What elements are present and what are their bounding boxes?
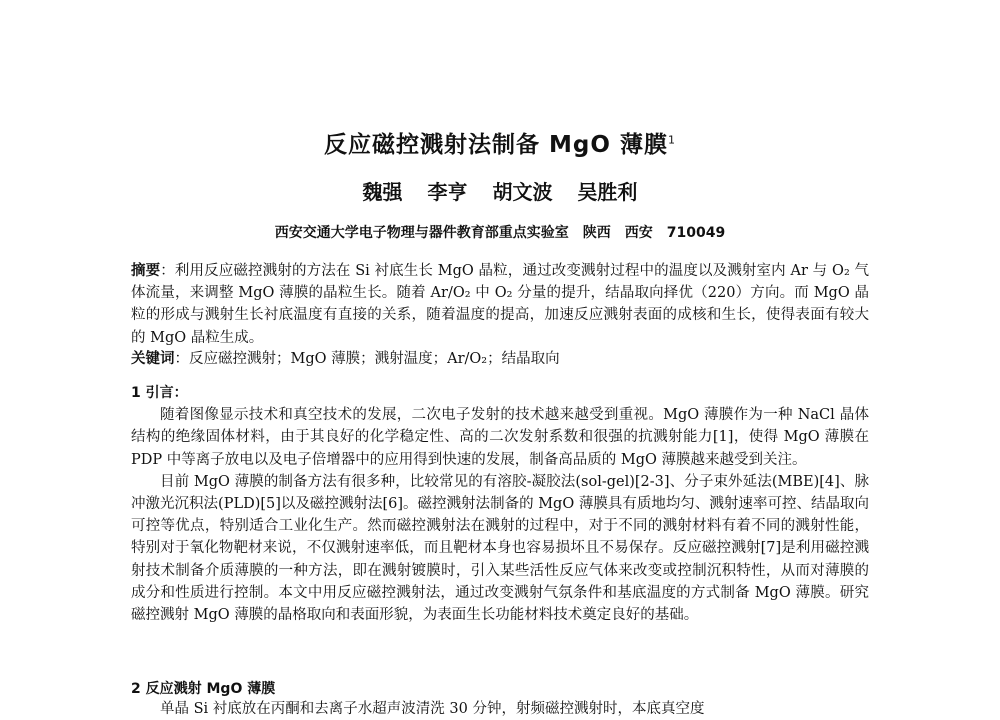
- paragraph: 单晶 Si 衬底放在丙酮和去离子水超声波清洗 30 分钟，射频磁控溅射时，本底真空度: [160, 701, 705, 717]
- paper-title: [0, 126, 1000, 159]
- section-heading: 1 引言：: [131, 385, 188, 401]
- paragraph: 随着图像显示技术和真空技术的发展，二次电子发射的技术越来越受到重视。MgO 薄膜作为一种 NaCl 晶体结构的绝缘固体材料，由于其良好的化学稳定性、高的二次发射系数和很强的抗溅射能力[1]，使得 MgO 薄膜在 PDP 中等离子放电以及电子倍增器中的应用得到快速的发展，制备高品质的 MgO 薄膜越来越受到关注。: [131, 407, 869, 468]
- abstract-label: 摘要: [131, 263, 161, 279]
- paragraph: 目前 MgO 薄膜的制备方法有很多种，比较常见的有溶胶-凝胶法(sol-gel)[2-3]、分子束外延法(MBE)[4]、脉冲激光沉积法(PLD)[5]以及磁控溅射法[6]。磁控溅射法制备的 MgO 薄膜具有质地均匀、溅射速率可控、结晶取向可控等优点，特别适合工业化生产。然而磁控溅射法在溅射的过程中，对于不同的溅射材料有着不同的溅射性能，特别对于氧化物靶材来说，不仅溅射速率低，而且靶材本身也容易损坏且不易保存。反应磁控溅射[7]是利用磁控溅射技术制备介质薄膜的一种方法，即在溅射镀膜时，引入某些活性反应气体来改变或控制沉积特性，从而对薄膜的成分和性质进行控制。本文中用反应磁控溅射法，通过改变溅射气氛条件和基底温度的方式制备 MgO 薄膜。研究磁控溅射 MgO 薄膜的晶格取向和表面形貌，为表面生长功能材料技术奠定良好的基础。: [131, 473, 869, 624]
- section-introduction: [131, 382, 869, 626]
- title-footnote-mark: 1: [667, 133, 676, 147]
- affiliation: 西安交通大学电子物理与器件教育部重点实验室 陕西 西安 710049: [274, 225, 726, 241]
- section-heading: 2 反应溅射 MgO 薄膜: [131, 681, 276, 697]
- keywords-label: 关键词: [131, 351, 175, 367]
- section-method: [131, 698, 869, 720]
- keywords: [131, 348, 869, 370]
- author-list: 魏强 李亨 胡文波 吴胜利: [362, 180, 638, 204]
- abstract-text: ：利用反应磁控溅射的方法在 Si 衬底生长 MgO 晶粒，通过改变溅射过程中的温度以及溅射室内 Ar 与 O₂ 气体流量，来调整 MgO 薄膜的晶粒生长。随着 Ar/O₂ 中 O₂ 分量的提升，结晶取向择优（220）方向。而 MgO 晶粒的形成与溅射生长衬底温度有直接的关系，随着温度的提高，加速反应溅射表面的成核和生长，使得表面有较大的 MgO 晶粒生成。: [131, 263, 869, 346]
- title-text: 反应磁控溅射法制备 MgO 薄膜: [324, 132, 668, 158]
- keywords-text: ：反应磁控溅射；MgO 薄膜；溅射温度；Ar/O₂；结晶取向: [174, 351, 560, 367]
- abstract: [131, 260, 869, 349]
